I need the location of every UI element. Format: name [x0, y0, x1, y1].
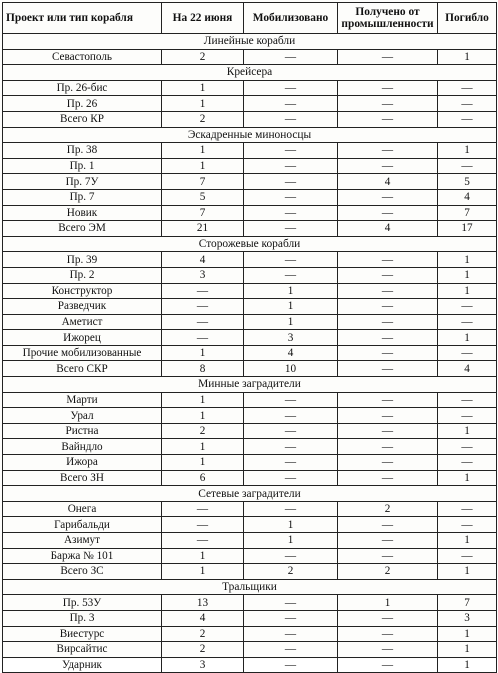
mobilized-cell: —	[244, 96, 338, 112]
ship-name-cell: Новик	[3, 205, 162, 221]
received-cell: —	[338, 252, 438, 268]
lost-cell: —	[438, 548, 497, 564]
section-row	[3, 34, 497, 50]
lost-cell: 1	[438, 657, 497, 673]
received-cell: 1	[338, 595, 438, 611]
june22-cell: 2	[162, 626, 244, 642]
june22-cell: 8	[162, 361, 244, 377]
mobilized-cell: 1	[244, 283, 338, 299]
lost-cell: —	[438, 314, 497, 330]
received-cell: —	[338, 49, 438, 65]
mobilized-cell: —	[244, 111, 338, 127]
lost-cell: 1	[438, 470, 497, 486]
mobilized-cell: 1	[244, 533, 338, 549]
june22-cell: 4	[162, 252, 244, 268]
received-cell: —	[338, 533, 438, 549]
mobilized-cell: 1	[244, 314, 338, 330]
section-row	[3, 65, 497, 81]
june22-cell: 1	[162, 548, 244, 564]
received-cell: —	[338, 299, 438, 315]
june22-cell: 1	[162, 564, 244, 580]
table-row	[3, 314, 497, 330]
lost-cell: 1	[438, 564, 497, 580]
section-title: Крейсера	[3, 65, 497, 81]
june22-cell: 1	[162, 80, 244, 96]
june22-cell: —	[162, 299, 244, 315]
ship-name-cell: Баржа № 101	[3, 548, 162, 564]
ship-name-cell: Всего ЗН	[3, 470, 162, 486]
received-cell: —	[338, 610, 438, 626]
table-row	[3, 345, 497, 361]
table-row	[3, 610, 497, 626]
lost-cell: 1	[438, 626, 497, 642]
mobilized-cell: —	[244, 80, 338, 96]
ship-name-cell: Всего ЭМ	[3, 221, 162, 237]
table-row	[3, 517, 497, 533]
table-row	[3, 205, 497, 221]
table-row	[3, 657, 497, 673]
lost-cell: 1	[438, 642, 497, 658]
table-row	[3, 455, 497, 471]
june22-cell: 5	[162, 189, 244, 205]
table-row	[3, 642, 497, 658]
received-cell: —	[338, 111, 438, 127]
ship-name-cell: Пр. 26	[3, 96, 162, 112]
ship-name-cell: Севастополь	[3, 49, 162, 65]
section-title: Тральщики	[3, 579, 497, 595]
received-cell: —	[338, 267, 438, 283]
received-cell: —	[338, 361, 438, 377]
section-row	[3, 377, 497, 393]
table-row	[3, 49, 497, 65]
mobilized-cell: —	[244, 455, 338, 471]
ship-name-cell: Всего КР	[3, 111, 162, 127]
lost-cell: 1	[438, 143, 497, 159]
table-header-row	[3, 3, 497, 34]
june22-cell: 6	[162, 470, 244, 486]
received-cell: 2	[338, 564, 438, 580]
mobilized-cell: —	[244, 49, 338, 65]
ship-name-cell: Прочие мобилизованные	[3, 345, 162, 361]
mobilized-cell: —	[244, 189, 338, 205]
june22-cell: 1	[162, 96, 244, 112]
ship-name-cell: Вирсайтис	[3, 642, 162, 658]
received-cell: —	[338, 392, 438, 408]
section-title: Эскадренные миноносцы	[3, 127, 497, 143]
june22-cell: —	[162, 330, 244, 346]
june22-cell: 1	[162, 143, 244, 159]
lost-cell: 5	[438, 174, 497, 190]
june22-cell: —	[162, 517, 244, 533]
lost-cell: 1	[438, 533, 497, 549]
received-cell: —	[338, 455, 438, 471]
lost-cell: 7	[438, 595, 497, 611]
lost-cell: —	[438, 408, 497, 424]
table-row	[3, 533, 497, 549]
ship-name-cell: Всего СКР	[3, 361, 162, 377]
june22-cell: —	[162, 314, 244, 330]
lost-cell: —	[438, 96, 497, 112]
ship-name-cell: Пр. 38	[3, 143, 162, 159]
received-cell: 4	[338, 221, 438, 237]
table-row	[3, 470, 497, 486]
mobilized-cell: —	[244, 252, 338, 268]
ship-name-cell: Гарибальди	[3, 517, 162, 533]
received-cell: —	[338, 517, 438, 533]
lost-cell: —	[438, 158, 497, 174]
ship-name-cell: Разведчик	[3, 299, 162, 315]
june22-cell: 4	[162, 610, 244, 626]
mobilized-cell: —	[244, 221, 338, 237]
june22-cell: 1	[162, 345, 244, 361]
header-lost: Погибло	[438, 3, 497, 34]
table-row	[3, 501, 497, 517]
mobilized-cell: —	[244, 267, 338, 283]
received-cell: —	[338, 439, 438, 455]
ship-name-cell: Онега	[3, 501, 162, 517]
table-row	[3, 158, 497, 174]
lost-cell: —	[438, 455, 497, 471]
received-cell: —	[338, 96, 438, 112]
ship-name-cell: Пр. 7У	[3, 174, 162, 190]
ship-name-cell: Конструктор	[3, 283, 162, 299]
mobilized-cell: 1	[244, 517, 338, 533]
section-row	[3, 127, 497, 143]
lost-cell: —	[438, 111, 497, 127]
june22-cell: 1	[162, 392, 244, 408]
table-row	[3, 80, 497, 96]
mobilized-cell: 2	[244, 564, 338, 580]
june22-cell: 7	[162, 205, 244, 221]
table-row	[3, 423, 497, 439]
table-row	[3, 439, 497, 455]
ships-table	[2, 2, 497, 673]
table-row	[3, 221, 497, 237]
ship-name-cell: Аметист	[3, 314, 162, 330]
mobilized-cell: —	[244, 143, 338, 159]
received-cell: —	[338, 626, 438, 642]
lost-cell: —	[438, 517, 497, 533]
mobilized-cell: —	[244, 501, 338, 517]
table-row	[3, 548, 497, 564]
lost-cell: 1	[438, 267, 497, 283]
lost-cell: —	[438, 501, 497, 517]
lost-cell: —	[438, 299, 497, 315]
section-title: Минные заградители	[3, 377, 497, 393]
mobilized-cell: —	[244, 392, 338, 408]
ship-name-cell: Ижора	[3, 455, 162, 471]
lost-cell: 1	[438, 423, 497, 439]
received-cell: —	[338, 158, 438, 174]
mobilized-cell: —	[244, 610, 338, 626]
received-cell: 4	[338, 174, 438, 190]
table-row	[3, 96, 497, 112]
june22-cell: 1	[162, 158, 244, 174]
ship-name-cell: Пр. 53У	[3, 595, 162, 611]
received-cell: —	[338, 143, 438, 159]
table-row	[3, 252, 497, 268]
june22-cell: 1	[162, 408, 244, 424]
received-cell: —	[338, 314, 438, 330]
ship-name-cell: Азимут	[3, 533, 162, 549]
received-cell: —	[338, 470, 438, 486]
lost-cell: 1	[438, 283, 497, 299]
table-row	[3, 330, 497, 346]
header-june22: На 22 июня	[162, 3, 244, 34]
table-row	[3, 283, 497, 299]
section-row	[3, 579, 497, 595]
mobilized-cell: —	[244, 626, 338, 642]
lost-cell: 3	[438, 610, 497, 626]
ship-name-cell: Вайндло	[3, 439, 162, 455]
ship-name-cell: Пр. 39	[3, 252, 162, 268]
lost-cell: 1	[438, 49, 497, 65]
mobilized-cell: 1	[244, 299, 338, 315]
june22-cell: —	[162, 283, 244, 299]
table-row	[3, 299, 497, 315]
lost-cell: 1	[438, 252, 497, 268]
ship-name-cell: Пр. 7	[3, 189, 162, 205]
received-cell: —	[338, 345, 438, 361]
june22-cell: 2	[162, 49, 244, 65]
ship-name-cell: Всего ЗС	[3, 564, 162, 580]
header-mobilized: Мобилизовано	[244, 3, 338, 34]
june22-cell: 7	[162, 174, 244, 190]
mobilized-cell: —	[244, 423, 338, 439]
ship-name-cell: Пр. 1	[3, 158, 162, 174]
header-received: Получено от промышленности	[338, 3, 438, 34]
table-row	[3, 174, 497, 190]
received-cell: —	[338, 205, 438, 221]
ship-name-cell: Ижорец	[3, 330, 162, 346]
mobilized-cell: —	[244, 158, 338, 174]
june22-cell: —	[162, 501, 244, 517]
section-title: Сетевые заградители	[3, 486, 497, 502]
received-cell: —	[338, 283, 438, 299]
received-cell: —	[338, 548, 438, 564]
lost-cell: 1	[438, 330, 497, 346]
table-row	[3, 564, 497, 580]
lost-cell: 7	[438, 205, 497, 221]
lost-cell: 4	[438, 361, 497, 377]
section-title: Сторожевые корабли	[3, 236, 497, 252]
received-cell: 2	[338, 501, 438, 517]
ship-name-cell: Марти	[3, 392, 162, 408]
table-row	[3, 626, 497, 642]
table-row	[3, 267, 497, 283]
mobilized-cell: —	[244, 657, 338, 673]
mobilized-cell: —	[244, 439, 338, 455]
received-cell: —	[338, 657, 438, 673]
june22-cell: 2	[162, 642, 244, 658]
mobilized-cell: —	[244, 642, 338, 658]
june22-cell: 1	[162, 439, 244, 455]
lost-cell: —	[438, 392, 497, 408]
received-cell: —	[338, 189, 438, 205]
lost-cell: —	[438, 80, 497, 96]
section-row	[3, 236, 497, 252]
mobilized-cell: 4	[244, 345, 338, 361]
received-cell: —	[338, 642, 438, 658]
table-row	[3, 361, 497, 377]
mobilized-cell: —	[244, 205, 338, 221]
ship-name-cell: Урал	[3, 408, 162, 424]
table-row	[3, 143, 497, 159]
lost-cell: —	[438, 345, 497, 361]
received-cell: —	[338, 408, 438, 424]
ship-name-cell: Пр. 26-бис	[3, 80, 162, 96]
section-title: Линейные корабли	[3, 34, 497, 50]
lost-cell: 4	[438, 189, 497, 205]
june22-cell: 2	[162, 111, 244, 127]
june22-cell: 3	[162, 267, 244, 283]
mobilized-cell: —	[244, 174, 338, 190]
mobilized-cell: 3	[244, 330, 338, 346]
received-cell: —	[338, 330, 438, 346]
header-project: Проект или тип корабля	[3, 3, 162, 34]
lost-cell: 17	[438, 221, 497, 237]
received-cell: —	[338, 423, 438, 439]
table-row	[3, 595, 497, 611]
ship-name-cell: Пр. 2	[3, 267, 162, 283]
table-body	[3, 34, 497, 673]
mobilized-cell: —	[244, 408, 338, 424]
mobilized-cell: —	[244, 470, 338, 486]
table-row	[3, 408, 497, 424]
lost-cell: —	[438, 439, 497, 455]
mobilized-cell: —	[244, 548, 338, 564]
mobilized-cell: —	[244, 595, 338, 611]
ship-name-cell: Пр. 3	[3, 610, 162, 626]
ship-name-cell: Виестурс	[3, 626, 162, 642]
june22-cell: 2	[162, 423, 244, 439]
ship-name-cell: Ристна	[3, 423, 162, 439]
ship-name-cell: Ударник	[3, 657, 162, 673]
june22-cell: 1	[162, 455, 244, 471]
table-row	[3, 189, 497, 205]
june22-cell: 3	[162, 657, 244, 673]
received-cell: —	[338, 80, 438, 96]
june22-cell: 21	[162, 221, 244, 237]
mobilized-cell: 10	[244, 361, 338, 377]
june22-cell: —	[162, 533, 244, 549]
june22-cell: 13	[162, 595, 244, 611]
section-row	[3, 486, 497, 502]
table-row	[3, 111, 497, 127]
table-row	[3, 392, 497, 408]
